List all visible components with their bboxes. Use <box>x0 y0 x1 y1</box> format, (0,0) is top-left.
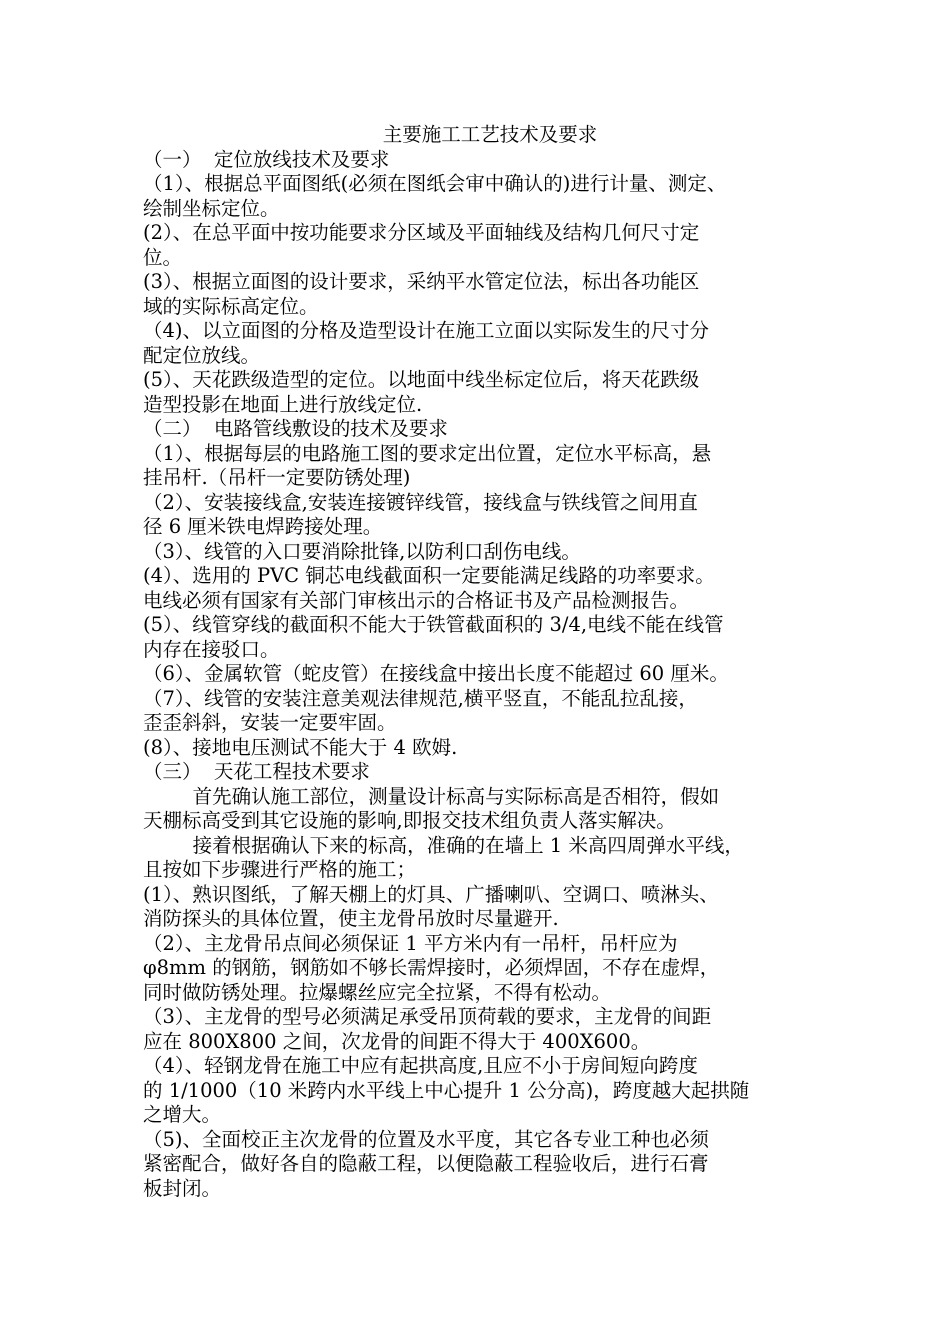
text-line: （一） 定位放线技术及要求 <box>143 147 390 171</box>
text-line: (3）、根据立面图的设计要求，采纳平水管定位法，标出各功能区 <box>143 270 700 293</box>
text-line: （5)、全面校正主次龙骨的位置及水平度，其它各专业工种也必须 <box>143 1127 710 1151</box>
text-line: 绘制坐标定位。 <box>143 196 280 220</box>
text-line: 消防探头的具体位置，使主龙骨吊放时尽量避开. <box>143 907 559 930</box>
text-line: （4)、以立面图的分格及造型设计在施工立面以实际发生的尺寸分 <box>143 319 710 342</box>
text-line: 挂吊杆.（吊杆一定要防锈处理) <box>143 466 411 489</box>
text-line: φ8mm 的钢筋，钢筋如不够长需焊接时，必须焊固，不存在虚焊， <box>143 956 720 979</box>
text-line: (5）、线管穿线的截面积不能大于铁管截面积的 3/4,电线不能在线管 <box>143 613 724 636</box>
text-line: （二） 电路管线敷设的技术及要求 <box>143 417 448 440</box>
text-line: （7）、线管的安装注意美观法律规范,横平竖直，不能乱拉乱接， <box>143 686 698 710</box>
text-line: 之增大。 <box>143 1103 222 1126</box>
text-line: 首先确认施工部位，测量设计标高与实际标高是否相符，假如 <box>143 784 720 808</box>
text-line: 造型投影在地面上进行放线定位. <box>143 392 423 416</box>
text-line: 应在 800X800 之间，次龙骨的间距不得大于 400X600。 <box>143 1029 651 1053</box>
text-line: 的 1/1000（10 米跨内水平线上中心提升 1 公分高)，跨度越大起拱随 <box>143 1078 750 1102</box>
text-line: （6）、金属软管（蛇皮管）在接线盒中接出长度不能超过 60 厘米。 <box>143 662 729 685</box>
text-line: （2）、安装接线盒,安装连接镀锌线管，接线盒与铁线管之间用直 <box>143 490 698 514</box>
text-line: 位。 <box>143 245 183 269</box>
text-line: 配定位放线。 <box>143 343 261 367</box>
document-text <box>143 148 823 1202</box>
text-line: 接着根据确认下来的标高，准确的在墙上 1 米高四周弹水平线， <box>143 833 744 857</box>
text-line: 歪歪斜斜，安装一定要牢固。 <box>143 711 397 734</box>
text-line: 板封闭。 <box>143 1176 222 1200</box>
text-line: 内存在接驳口。 <box>143 637 280 661</box>
text-line: （1）、根据每层的电路施工图的要求定出位置，定位水平标高，悬 <box>143 441 712 465</box>
text-line: （1）、根据总平面图纸(必须在图纸会审中确认的)进行计量、测定、 <box>143 172 727 195</box>
text-line: 径 6 厘米铁电焊跨接处理。 <box>143 515 383 538</box>
document-title: 主要施工工艺技术及要求 <box>382 123 598 146</box>
text-line: (2）、在总平面中按功能要求分区域及平面轴线及结构几何尺寸定 <box>143 221 700 244</box>
text-line: （三） 天花工程技术要求 <box>143 760 370 783</box>
text-line: 域的实际标高定位。 <box>143 294 319 318</box>
text-line: 紧密配合，做好各自的隐蔽工程，以便隐蔽工程验收后，进行石膏 <box>143 1152 709 1175</box>
text-line: 且按如下步骤进行严格的施工； <box>143 858 417 881</box>
text-line: (8）、接地电压测试不能大于 4 欧姆. <box>143 735 458 759</box>
text-line: （3）、线管的入口要消除批锋,以防利口刮伤电线。 <box>143 539 581 563</box>
text-line: (4）、选用的 PVC 铜芯电线截面积一定要能满足线路的功率要求。 <box>143 564 715 587</box>
text-line: （2）、主龙骨吊点间必须保证 1 平方米内有一吊杆，吊杆应为 <box>143 931 678 955</box>
text-line: (1）、熟识图纸，了解天棚上的灯具、广播喇叭、空调口、喷淋头、 <box>143 882 719 906</box>
text-line: 电线必须有国家有关部门审核出示的合格证书及产品检测报告。 <box>143 588 690 612</box>
text-line: 同时做防锈处理。拉爆螺丝应完全拉紧，不得有松动。 <box>143 980 612 1004</box>
text-line: (5）、天花跌级造型的定位。以地面中线坐标定位后，将天花跌级 <box>143 368 700 391</box>
text-line: 天棚标高受到其它设施的影响,即报交技术组负责人落实解决。 <box>143 809 676 832</box>
text-line: （3）、主龙骨的型号必须满足承受吊顶荷载的要求，主龙骨的间距 <box>143 1005 712 1028</box>
text-line: （4）、轻钢龙骨在施工中应有起拱高度,且应不小于房间短向跨度 <box>143 1054 698 1077</box>
document-body <box>143 123 823 1201</box>
